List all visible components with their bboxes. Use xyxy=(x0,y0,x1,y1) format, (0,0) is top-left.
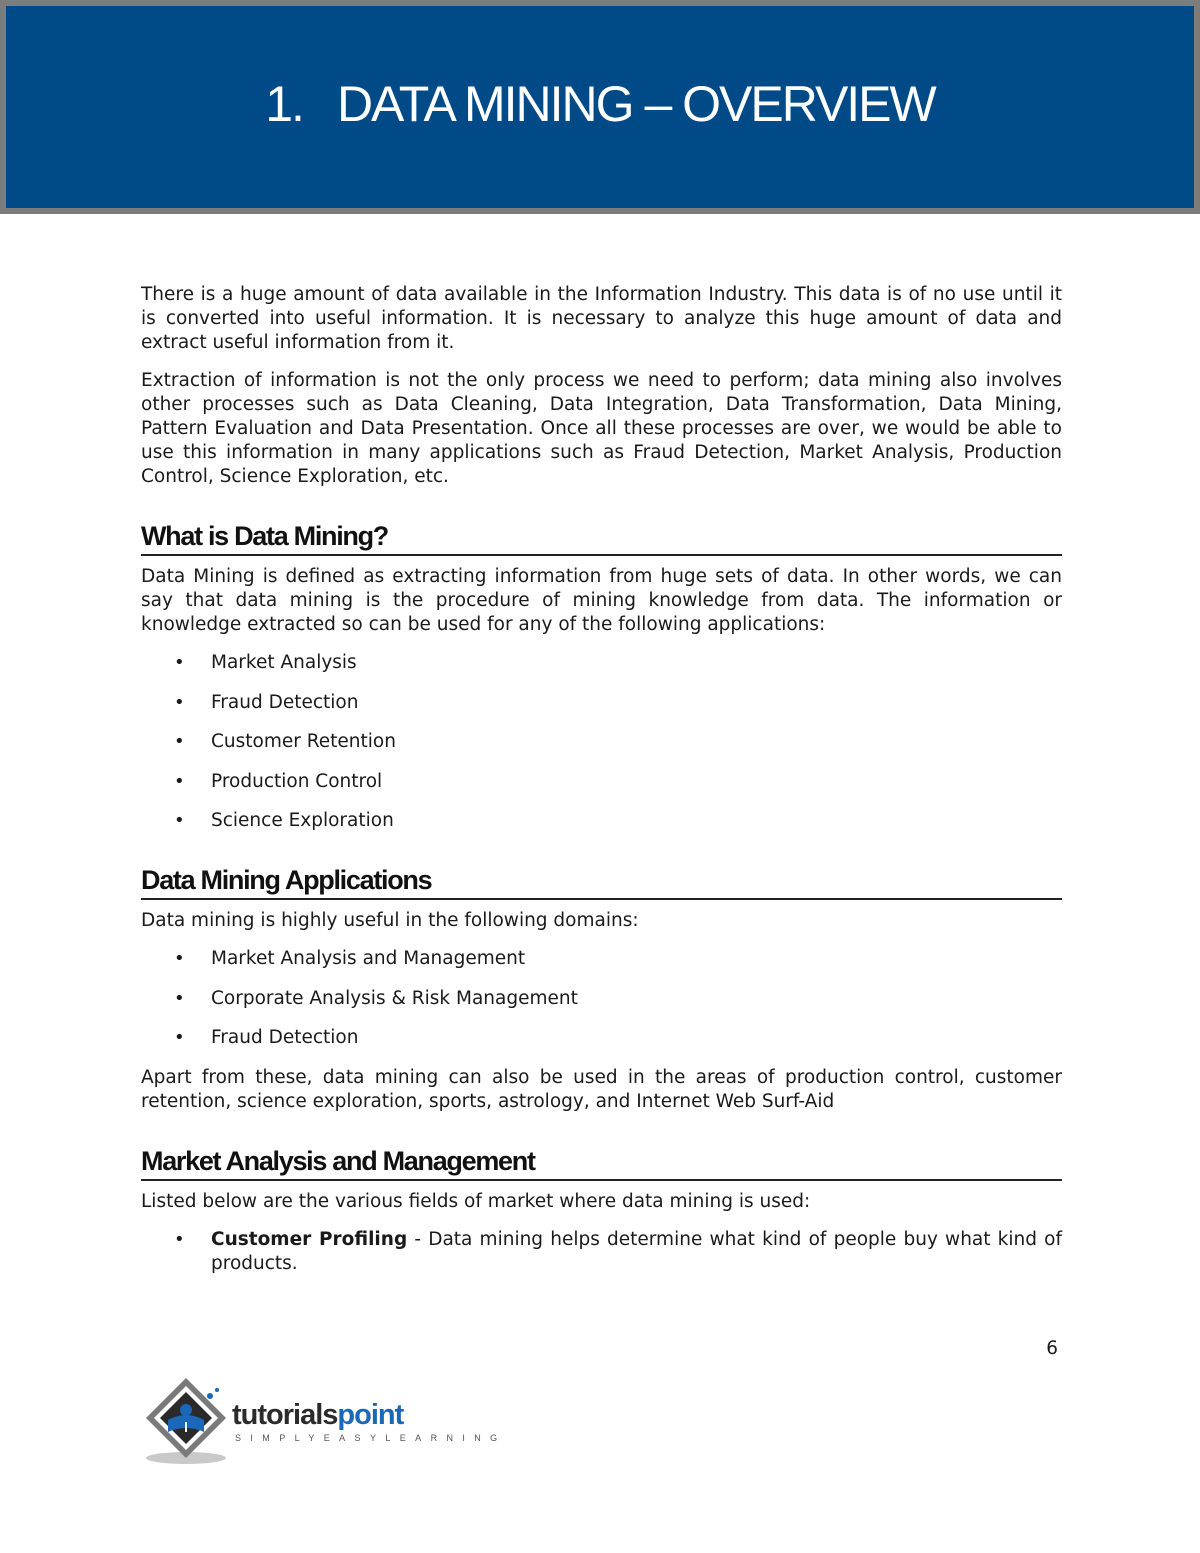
chapter-title xyxy=(265,75,934,133)
intro-paragraph: There is a huge amount of data available in the Information Industry. This data is of no use until it is converted into useful information. It is necessary to analyze this huge amount of data and extract useful information from it. xyxy=(141,284,1062,353)
domains-list xyxy=(141,947,1062,1050)
chapter-banner xyxy=(0,0,1200,214)
list-item: • Science Exploration xyxy=(141,809,1062,833)
applications-after-paragraph: Apart from these, data mining can also be used in the areas of production control, customer retention, science exploration, sports, astrology, and Internet Web Surf-Aid xyxy=(141,1066,1062,1112)
logo-wordmark xyxy=(232,1400,403,1430)
section-heading-what-is: What is Data Mining? xyxy=(141,519,1062,556)
list-item: • Market Analysis xyxy=(141,651,1062,675)
chapter-number: 1. xyxy=(265,76,303,132)
page-content xyxy=(141,283,1062,1291)
logo-wordmark-part: tutorials xyxy=(232,1399,338,1431)
section-heading-applications: Data Mining Applications xyxy=(141,863,1062,900)
market-fields-list xyxy=(141,1228,1062,1276)
list-item: • Corporate Analysis & Risk Management xyxy=(141,987,1062,1011)
list-item-description: - Data mining helps determine what kind of people buy what kind of products. xyxy=(211,1228,1062,1274)
logo-emblem-icon xyxy=(140,1374,240,1474)
list-item: • Market Analysis and Management xyxy=(141,947,1062,971)
logo-tagline: SIMPLYEASYLEARNING xyxy=(235,1433,507,1443)
market-paragraph: Listed below are the various fields of market where data mining is used: xyxy=(141,1190,811,1212)
list-item xyxy=(141,1228,1062,1276)
tutorialspoint-logo xyxy=(140,1374,507,1474)
page-number: 6 xyxy=(1046,1338,1058,1359)
what-is-paragraph: Data Mining is defined as extracting information from huge sets of data. In other words, we can say that data mining is the procedure of mining knowledge from data. The information or knowledge extracted so can be used for any of the following applications: xyxy=(141,566,1062,635)
list-item: • Fraud Detection xyxy=(141,691,1062,715)
list-item: • Production Control xyxy=(141,770,1062,794)
list-item-term: Customer Profiling xyxy=(211,1228,408,1250)
chapter-title-text: DATA MINING – OVERVIEW xyxy=(336,76,935,132)
intro-paragraph: Extraction of information is not the only process we need to perform; data mining also involves other processes such as Data Cleaning, Data Integration, Data Transformation, Data Mining, Pattern Evaluation and Data Presentation. Once all these processes are over, we would be able to use this information in many applications such as Fraud Detection, Market Analysis, Production Control, Science Exploration, etc. xyxy=(141,370,1062,487)
logo-wordmark-part: point xyxy=(337,1399,404,1431)
applications-list xyxy=(141,651,1062,833)
section-heading-market: Market Analysis and Management xyxy=(141,1144,1062,1181)
list-item: • Customer Retention xyxy=(141,730,1062,754)
list-item: • Fraud Detection xyxy=(141,1026,1062,1050)
applications-paragraph: Data mining is highly useful in the following domains: xyxy=(141,910,639,931)
